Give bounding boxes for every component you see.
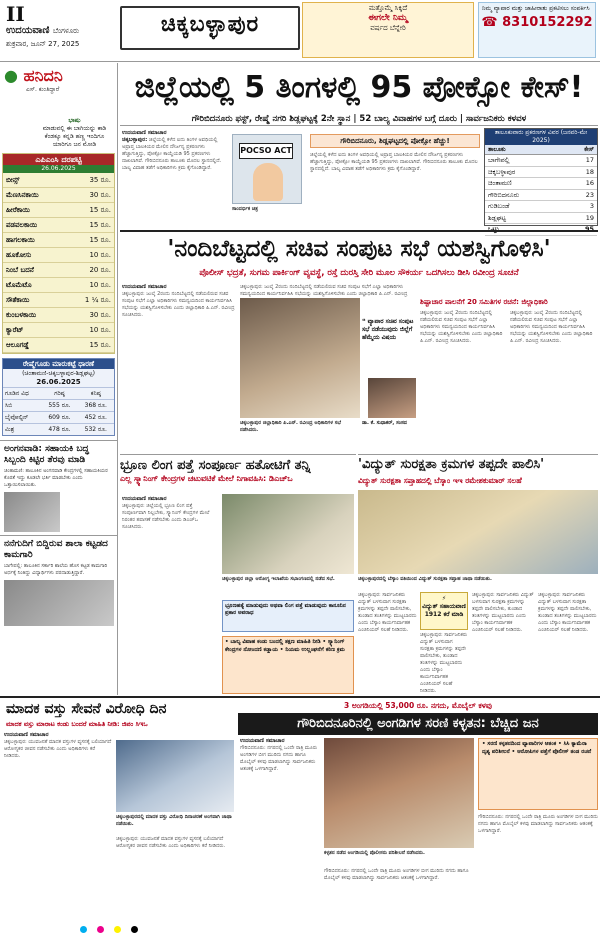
fetal-sex-points-box: • ಬಾಲ್ಯ ವಿವಾಹ ಕಂಡು ಬಂದಲ್ಲಿ ತಕ್ಷಣ ಮಾಹಿತಿ ನೀಡಿ • ಸ್ಕ್ಯಾನಿಂಗ್ ಕೇಂದ್ರಗಳ ನೋಂದಣಿ ಕಡ್ಡಾಯ • ನಿಯಮ ಉಲ್ಲಂಘನೆಗೆ ಕಠಿಣ ಕ್ರಮ <box>222 636 354 694</box>
paper-city: ಬೆಂಗಳೂರು <box>52 27 80 35</box>
silk-cell: 532 ರೂ. <box>84 426 107 433</box>
silk-cocoon-rate-table <box>2 358 115 436</box>
edition-title-box <box>120 6 300 50</box>
silk-header-cell: ಗರಿಷ್ಠ <box>54 390 65 397</box>
bottom-divider <box>0 696 600 698</box>
ad-phone-text: 8310152292 <box>502 15 593 30</box>
pocso-badge: POCSO ACT <box>239 143 293 159</box>
rate-item: ಆಲೂಗಡ್ಡೆ <box>6 341 29 349</box>
rate-row <box>3 188 114 203</box>
taluk-name: ಚಿಂತಾಮಣಿ <box>488 179 512 187</box>
electricity-photo-caption: ಚಿಕ್ಕಬಳ್ಳಾಪುರದಲ್ಲಿ ಬೆಸ್ಕಾಂ ವತಿಯಿಂದ ವಿದ್ಯುತ್ ಸುರಕ್ಷತಾ ಸಪ್ತಾಹ ಜಾಥಾ ನಡೆಯಿತು. <box>358 576 492 582</box>
pocso-table-rows <box>485 155 597 236</box>
fetal-sex-body-column <box>122 496 218 692</box>
paper-name <box>6 24 118 38</box>
rate-row <box>3 323 114 338</box>
rate-item: ಕ್ಯಾರೆಟ್ <box>6 326 24 334</box>
taluk-name: ಗುಡಿಬಂಡೆ <box>488 202 510 210</box>
pocso-header-cell: ತಾಲೂಕು <box>488 146 506 153</box>
cabinet-byline: ಉದಯವಾಣಿ ಸಮಾಚಾರ <box>122 284 167 290</box>
fetal-sex-byline: ಉದಯವಾಣಿ ಸಮಾಚಾರ <box>122 496 167 502</box>
case-count: 17 <box>585 156 594 164</box>
rate-table-title: ಎಪಿಎಂಸಿ ದರಪಟ್ಟಿ <box>3 154 114 165</box>
paper-name-text: ಉದಯವಾಣಿ <box>6 25 50 36</box>
page-number: II <box>6 2 25 26</box>
fetal-sex-info-box: ಭ್ರೂಣಹತ್ಯೆ ಮಾಡುವುದು ಅಥವಾ ಲಿಂಗ ಪತ್ತೆ ಮಾಡುವುದು ಕಾನೂನಿನ ಪ್ರಕಾರ ಅಪರಾಧ <box>222 600 354 632</box>
electricity-subhead: ವಿದ್ಯುತ್ ಸುರಕ್ಷತಾ ಸಪ್ತಾಹದಲ್ಲಿ ಬೆಸ್ಕಾಂ ಇಇ ರಮೇಶಕುಮಾರ್ ಸಲಹೆ <box>358 476 522 485</box>
cabinet-body-column-top <box>240 284 416 296</box>
ad-line-2: ಈಗಲೇ ನಿಮ್ಮ <box>368 13 408 23</box>
electricity-body-text: ಚಿಕ್ಕಬಳ್ಳಾಪುರ: ಸಾರ್ವಜನಿಕರು ವಿದ್ಯುತ್ ಬಳಸುವಾಗ ಸುರಕ್ಷತಾ ಕ್ರಮಗಳನ್ನು ತಪ್ಪದೇ ಪಾಲಿಸಬೇಕು, ತುಂಡಾದ ತಂತಿಗಳನ್ನು ಮುಟ್ಟಬಾರದು ಎಂದು ಬೆಸ್ಕಾಂ ಕಾರ್ಯನಿರ್ವಾಹಕ ಎಂಜಿನಿಯರ್ ಸಲಹೆ ನೀಡಿದರು. <box>538 592 597 633</box>
rate-rows <box>3 173 114 353</box>
masthead-left <box>6 4 118 60</box>
left-story-school <box>0 535 117 629</box>
lead-body-column-1 <box>122 130 228 226</box>
silk-header-cell: ಗೂಡಿನ ವಿಧ <box>5 390 29 397</box>
helpline-badge <box>420 592 468 630</box>
pocso-highlight-tag: ಗೌರಿಬಿದನೂರು, ಶಿಡ್ಲಘಟ್ಟದಲ್ಲಿ ಪೋಕ್ಸೋ ಹೆಚ್ಚು! <box>310 134 480 148</box>
rate-row <box>3 293 114 308</box>
silk-table-date: 26.06.2025 <box>36 378 81 386</box>
left-story-photo <box>4 580 114 626</box>
rate-item: ಕುಂಬಳಕಾಯಿ <box>6 311 37 319</box>
cabinet-side-column-1 <box>420 310 506 450</box>
theft-body-text: ಗೌರಿಬಿದನೂರು: ನಗರದಲ್ಲಿ ಒಂದೇ ರಾತ್ರಿ ಮೂರು ಅಂಗಡಿಗಳ ಬೀಗ ಮುರಿದು ನಗದು ಹಾಗೂ ಮೊಬೈಲ್ ಕಳವು ಮಾಡಲಾಗಿದ್ದು ಸಾರ್ವಜನಿಕರು ಆತಂಕಕ್ಕೆ ಒಳಗಾಗಿದ್ದಾರೆ. <box>240 745 318 772</box>
rate-price: 10 ರೂ. <box>89 251 111 259</box>
electricity-body-column-1 <box>358 592 418 692</box>
theft-byline: ಉದಯವಾಣಿ ಸಮಾಚಾರ <box>240 738 285 744</box>
anti-drug-photo-caption: ಚಿಕ್ಕಬಳ್ಳಾಪುರದಲ್ಲಿ ಮಾದಕ ವಸ್ತು ವಿರೋಧಿ ದಿನಾಚರಣೆ ಅಂಗವಾಗಿ ಜಾಥಾ ನಡೆಯಿತು. <box>116 814 232 827</box>
theft-body-column-3 <box>478 814 598 914</box>
silk-table-header <box>3 387 114 399</box>
phone-icon: ☎ <box>481 15 503 30</box>
cabinet-body-column-1 <box>122 284 236 450</box>
rate-item: ಮೆಣಸಿನಕಾಯಿ <box>6 191 39 199</box>
cabinet-headline: 'ನಂದಿಬೆಟ್ಟದಲ್ಲಿ ಸಚಿವ ಸಂಪುಟ ಸಭೆ ಯಶಸ್ವಿಗೊಳಿಸಿ' <box>120 230 598 264</box>
rate-row <box>3 218 114 233</box>
anti-drug-body-text: ಚಿಕ್ಕಬಳ್ಳಾಪುರ: ಯುವಜನತೆ ಮಾದಕ ವಸ್ತುಗಳ ವ್ಯಸನಕ್ಕೆ ಬಲಿಯಾಗದೆ ಆರೋಗ್ಯಕರ ಜೀವನ ನಡೆಸಬೇಕು ಎಂದು ಅಧಿಕಾರಿಗಳು ಕರೆ ನೀಡಿದರು. <box>116 836 226 849</box>
pocso-taluk-table <box>484 128 598 233</box>
rate-row <box>3 248 114 263</box>
fetal-sex-headline-text: ಭ್ರೂಣ ಲಿಂಗ ಪತ್ತೆ ಸಂಪೂರ್ಣ ಹತೋಟಿಗೆ ತನ್ನಿ <box>120 458 311 473</box>
masthead <box>0 0 600 62</box>
lead-dateline: ಚಿಕ್ಕಬಳ್ಳಾಪುರ: <box>122 137 148 143</box>
electricity-rally-photo <box>358 490 598 574</box>
taluk-name: ಶಿಡ್ಲಘಟ್ಟ <box>488 213 507 222</box>
health-meeting-photo <box>222 494 354 574</box>
cabinet-pull-quote <box>362 318 418 378</box>
cabinet-subhead: ಪೊಲೀಸ್ ಭದ್ರತೆ, ಸುಗಮ ಪಾರ್ಕಿಂಗ್ ವ್ಯವಸ್ಥೆ, ರಸ್ತೆ ದುರಸ್ತಿ ಸೇರಿ ಮೂಲ ಸೌಕರ್ಯ ಒದಗಿಸಲು ಡೀಸಿ ರವೀಂದ್ರ ಸೂಚನೆ <box>199 268 519 278</box>
rate-price: 30 ರೂ. <box>89 311 111 319</box>
registration-dot-icon <box>97 926 104 933</box>
case-count: 16 <box>585 179 594 187</box>
poem-box <box>36 117 113 149</box>
rate-item: ಹೀರೆಕಾಯಿ <box>6 206 30 214</box>
cabinet-body-text: ಚಿಕ್ಕಬಳ್ಳಾಪುರ: ಜುಲೈ 2ರಂದು ನಂದಿಬೆಟ್ಟದಲ್ಲಿ ನಡೆಯಲಿರುವ ಸಚಿವ ಸಂಪುಟ ಸಭೆಗೆ ಎಲ್ಲಾ ಅಧಿಕಾರಿಗಳು ಸಮನ್ವಯದಿಂದ ಕಾರ್ಯನಿರ್ವಹಿಸಿ ಸಭೆಯನ್ನು ಯಶಸ್ವಿಗೊಳಿಸಬೇಕು ಎಂದು ಜಿಲ್ಲಾಧಿಕಾರಿ ಪಿ.ಎನ್. ರವೀಂದ್ರ ಸೂಚಿಸಿದರು. <box>420 310 503 344</box>
silk-rows <box>3 399 114 435</box>
rate-price: 15 ರೂ. <box>89 341 111 349</box>
left-story-body: ಬಾಗೇಪಲ್ಲಿ: ತಾಲೂಕಿನ ಸರ್ಕಾರಿ ಶಾಲೆಯ ಹೊಸ ಕಟ್ಟಡ ಕಾಮಗಾರಿ ಅರ್ಧಕ್ಕೆ ನಿಂತಿದ್ದು ವಿದ್ಯಾರ್ಥಿಗಳು ಪರದಾಡುತ್ತಿದ್ದಾರೆ. <box>4 563 108 576</box>
theft-points-box: • ಸರಣಿ ಕಳ್ಳತನದಿಂದ ವ್ಯಾಪಾರಿಗಳ ಆತಂಕ • ಸಿಸಿ ಕ್ಯಾಮೆರಾ ದೃಶ್ಯ ಪರಿಶೀಲನೆ • ಆರೋಪಿಗಳ ಪತ್ತೆಗೆ ಪೊಲೀಸ್ ತಂಡ ರಚನೆ <box>478 738 598 810</box>
rate-price: 35 ರೂ. <box>89 176 111 184</box>
rate-item: ಟೊಮೆಟೊ <box>6 281 32 289</box>
taluk-name: ಒಟ್ಟು <box>488 225 500 233</box>
electricity-body-text: ಚಿಕ್ಕಬಳ್ಳಾಪುರ: ಸಾರ್ವಜನಿಕರು ವಿದ್ಯುತ್ ಬಳಸುವಾಗ ಸುರಕ್ಷತಾ ಕ್ರಮಗಳನ್ನು ತಪ್ಪದೇ ಪಾಲಿಸಬೇಕು, ತುಂಡಾದ ತಂತಿಗಳನ್ನು ಮುಟ್ಟಬಾರದು ಎಂದು ಬೆಸ್ಕಾಂ ಕಾರ್ಯನಿರ್ವಾಹಕ ಎಂಜಿನಿಯರ್ ಸಲಹೆ ನೀಡಿದರು. <box>472 592 534 633</box>
rate-price: 10 ರೂ. <box>89 326 111 334</box>
rate-item: ಹಾಗಲಕಾಯಿ <box>6 236 35 244</box>
ad-line-3: ವರ್ಷದ ಬೆನ್ನೇರಿ <box>370 24 406 32</box>
pocso-table-header <box>485 145 597 155</box>
anti-drug-body-column <box>4 732 112 914</box>
silk-cell: ಮಿಶ್ರ <box>5 426 15 433</box>
case-count: 95 <box>584 225 594 233</box>
lightning-icon: ⚡ <box>441 595 447 602</box>
cabinet-side-headline: ಶಿಷ್ಟಾಚಾರ ಪಾಲನೆಗೆ 20 ಸಮಿತಿಗಳ ರಚನೆ: ಜಿಲ್ಲಾಧಿಕಾರಿ <box>420 298 548 306</box>
rate-price: 15 ರೂ. <box>89 206 111 214</box>
cabinet-meeting-photo <box>240 298 360 418</box>
theft-body-column-1 <box>240 738 320 914</box>
cabinet-body-text: ಚಿಕ್ಕಬಳ್ಳಾಪುರ: ಜುಲೈ 2ರಂದು ನಂದಿಬೆಟ್ಟದಲ್ಲಿ ನಡೆಯಲಿರುವ ಸಚಿವ ಸಂಪುಟ ಸಭೆಗೆ ಎಲ್ಲಾ ಅಧಿಕಾರಿಗಳು ಸಮನ್ವಯದಿಂದ ಕಾರ್ಯನಿರ್ವಹಿಸಿ ಸಭೆಯನ್ನು ಯಶಸ್ವಿಗೊಳಿಸಬೇಕು ಎಂದು ಜಿಲ್ಲಾಧಿಕಾರಿ ಪಿ.ಎನ್. ರವೀಂದ್ರ ಸೂಚಿಸಿದರು. <box>122 291 235 318</box>
anti-drug-headline: ಮಾದಕ ವಸ್ತು ಸೇವನೆ ವಿರೋಧಿ ದಿನ <box>6 701 167 717</box>
anti-drug-byline: ಉದಯವಾಣಿ ಸಮಾಚಾರ <box>4 732 49 738</box>
pocso-table-row <box>485 167 597 179</box>
rate-item: ಹೂಕೋಸು <box>6 251 32 259</box>
pocso-table-row <box>485 155 597 167</box>
rate-item: ನಿಂಬೆ ಬದನೆ <box>6 266 34 274</box>
pocso-table-row <box>485 213 597 225</box>
rate-row <box>3 278 114 293</box>
anti-drug-subhead: ಮಾದಕ ವಸ್ತು ಮಾರಾಟ ಕಂಡು ಬಂದರೆ ಮಾಹಿತಿ ನೀಡಿ: ಜಿಪಂ ಸಿಇಒ <box>6 720 148 728</box>
rate-price: 10 ರೂ. <box>89 281 111 289</box>
silk-row <box>3 399 114 411</box>
rate-item: ಬೀನ್ಸ್ <box>6 176 20 184</box>
pocso-table-title: ತಾಲೂಕುವಾರು ಪ್ರಕರಣಗಳ ವಿವರ (ಜನವರಿ-ಮೇ 2025) <box>485 129 597 145</box>
quote-icon: ❝ <box>362 318 368 325</box>
child-figure-icon <box>253 163 283 201</box>
lead-byline: ಉದಯವಾಣಿ ಸಮಾಚಾರ <box>122 130 167 136</box>
left-story-anganwadi <box>0 440 117 535</box>
silk-table-title: ರೇಷ್ಮೆಗೂಡು ಮಾರುಕಟ್ಟೆ ಧಾರಣೆ <box>3 359 114 369</box>
anti-drug-body-text: ಚಿಕ್ಕಬಳ್ಳಾಪುರ: ಯುವಜನತೆ ಮಾದಕ ವಸ್ತುಗಳ ವ್ಯಸನಕ್ಕೆ ಬಲಿಯಾಗದೆ ಆರೋಗ್ಯಕರ ಜೀವನ ನಡೆಸಬೇಕು ಎಂದು ಅಧಿಕಾರಿಗಳು ಕರೆ ನೀಡಿದರು. <box>4 739 112 759</box>
electricity-body-column-4 <box>538 592 598 692</box>
rate-row <box>3 233 114 248</box>
electricity-body-column-2 <box>420 632 468 692</box>
silk-cell: 555 ರೂ. <box>48 402 71 409</box>
theft-photo-caption: ಕಳ್ಳತನ ನಡೆದ ಅಂಗಡಿಯಲ್ಲಿ ಪೊಲೀಸರು ಪರಿಶೀಲನೆ ನಡೆಸಿದರು. <box>324 850 425 856</box>
pocso-illustration <box>232 134 302 204</box>
rate-item: ಸೌತೆಕಾಯಿ <box>6 296 30 304</box>
theft-shop-photo <box>324 738 474 848</box>
hanidani-author: ಎಸ್. ಕುಂತಿದ್ದಾರೆ <box>26 86 60 93</box>
silk-cell: 609 ರೂ. <box>48 414 71 421</box>
pocso-table-row <box>485 190 597 202</box>
theft-kicker: 3 ಅಂಗಡಿಯಲ್ಲಿ 53,000 ರೂ. ನಗದು, ಮೊಬೈಲ್ ಕಳವು <box>344 701 492 710</box>
edition-name: ಚಿಕ್ಕಬಳ್ಳಾಪುರ <box>160 12 260 37</box>
rate-table-date: 26.06.2025 <box>3 165 114 173</box>
rate-row <box>3 338 114 353</box>
lead-subhead: ಗೌರಿಬಿದನೂರು ಫಸ್ಟ್, ರೇಷ್ಮೆ ನಗರಿ ಶಿಡ್ಲಘಟ್ಟಕ್ಕೆ 2ನೇ ಸ್ಥಾನ | 52 ಬಾಲ್ಯ ವಿವಾಹಗಳ ಬಗ್ಗೆ ದೂರು | ಸಾರ್ವಜನಿಕರು ಕಳವಳ <box>120 112 598 126</box>
poem-text: ಮಾಡುವಲ್ಲಿ ಈ ಬಾಗಿಯನ್ನು ಕಾಡಿ ಕೆಂಡಕ್ಕೂ ಕನ್ನಡಿ ಹಣ್ಣ ಇಂದಿಗೂ ಯಾರಿಗೂ ಜನ ಮೋಡಿ <box>42 125 107 148</box>
silk-cell: 368 ರೂ. <box>84 402 107 409</box>
lead-body-column-2 <box>310 152 480 226</box>
rate-row <box>3 308 114 323</box>
left-story-body: ಚಿಂತಾಮಣಿ: ತಾಲೂಕಿನ ಅಂಗನವಾಡಿ ಕೇಂದ್ರಗಳಲ್ಲಿ ಸಹಾಯಕಿಯರ ಕೊರತೆ ಇದ್ದು ಕೂಡಲೇ ಭರ್ತಿ ಮಾಡಬೇಕು ಎಂದು ಒತ್ತಾಯಿಸಲಾಯಿತು. <box>4 468 108 488</box>
rate-item: ಪಡವಲಕಾಯಿ <box>6 221 38 229</box>
mp-name: ಡಾ. ಕೆ. ಸುಧಾಕರ್, ಸಂಸದ <box>362 420 407 426</box>
registration-dot-icon <box>80 926 87 933</box>
lead-headline: ಜಿಲ್ಲೆಯಲ್ಲಿ 5 ತಿಂಗಳಲ್ಲಿ 95 ಪೋಕ್ಸೋ ಕೇಸ್! <box>134 70 584 105</box>
theft-body-column-2 <box>324 868 474 914</box>
case-count: 23 <box>585 190 594 199</box>
taluk-name: ಚಿಕ್ಕಬಳ್ಳಾಪುರ <box>488 167 516 176</box>
rate-row <box>3 263 114 278</box>
electricity-body-column-3 <box>472 592 534 692</box>
left-story-photo <box>4 492 60 532</box>
taluk-name: ಬಾಗೇಪಲ್ಲಿ <box>488 156 510 164</box>
rate-price: 30 ರೂ. <box>89 191 111 199</box>
left-story-headline: ಅಂಗನವಾಡಿ: ಸಹಾಯಕಿ ಬದ್ಧ ಸಿಬ್ಬಂದಿ ಕಿಟ್ಟಿರ ತೆರವು ಮಾಡಿ <box>4 444 89 465</box>
case-count: 3 <box>589 202 594 210</box>
fetal-sex-body-text: ಚಿಕ್ಕಬಳ್ಳಾಪುರ: ಜಿಲ್ಲೆಯಲ್ಲಿ ಭ್ರೂಣ ಲಿಂಗ ಪತ್ತೆ ಸಂಪೂರ್ಣವಾಗಿ ನಿಲ್ಲಬೇಕು, ಸ್ಕ್ಯಾನಿಂಗ್ ಕೇಂದ್ರಗಳ ಮೇಲೆ ನಿರಂತರ ತಪಾಸಣೆ ನಡೆಸಬೇಕು ಎಂದು ಡಿಎಚ್ಒ ಸೂಚಿಸಿದರು. <box>122 503 210 530</box>
hanidani-logo <box>4 66 113 86</box>
masthead-advertisement <box>302 2 474 58</box>
theft-body-text: ಗೌರಿಬಿದನೂರು: ನಗರದಲ್ಲಿ ಒಂದೇ ರಾತ್ರಿ ಮೂರು ಅಂಗಡಿಗಳ ಬೀಗ ಮುರಿದು ನಗದು ಹಾಗೂ ಮೊಬೈಲ್ ಕಳವು ಮಾಡಲಾಗಿದ್ದು ಸಾರ್ವಜನಿಕರು ಆತಂಕಕ್ಕೆ ಒಳಗಾಗಿದ್ದಾರೆ. <box>324 868 469 881</box>
poem-title: ಭಾಷು <box>68 117 81 124</box>
electricity-body-text: ಚಿಕ್ಕಬಳ್ಳಾಪುರ: ಸಾರ್ವಜನಿಕರು ವಿದ್ಯುತ್ ಬಳಸುವಾಗ ಸುರಕ್ಷತಾ ಕ್ರಮಗಳನ್ನು ತಪ್ಪದೇ ಪಾಲಿಸಬೇಕು, ತುಂಡಾದ ತಂತಿಗಳನ್ನು ಮುಟ್ಟಬಾರದು ಎಂದು ಬೆಸ್ಕಾಂ ಕಾರ್ಯನಿರ್ವಾಹಕ ಎಂಜಿನಿಯರ್ ಸಲಹೆ ನೀಡಿದರು. <box>358 592 417 633</box>
cabinet-photo-caption: ಚಿಕ್ಕಬಳ್ಳಾಪುರ ಜಿಲ್ಲಾಧಿಕಾರಿ ಪಿ.ಎನ್. ರವೀಂದ್ರ ಅಧಿಕಾರಿಗಳ ಸಭೆ ನಡೆಸಿದರು. <box>240 420 341 433</box>
pull-quote-text: ವ್ಯಾಪಾರ ಸಚಿವ ಸಂಪುಟ ಸಭೆ ನಡೆಯುವುದು ಜಿಲ್ಲೆಗೆ ಹೆಮ್ಮೆಯ ವಿಷಯ <box>362 318 414 341</box>
issue-date: ಶುಕ್ರವಾರ, ಜೂನ್ 27, 2025 <box>6 40 80 48</box>
rate-price: 15 ರೂ. <box>89 236 111 244</box>
silk-cell: 478 ರೂ. <box>48 426 71 433</box>
rate-price: 1 ¼ ರೂ. <box>84 296 111 304</box>
pocso-header-cell: ಕೇಸ್ <box>584 146 594 153</box>
silk-cell: ಸಿಬಿ <box>5 402 13 409</box>
rate-row <box>3 173 114 188</box>
apmc-rate-table <box>2 153 115 354</box>
silk-row <box>3 423 114 435</box>
hanidani-section <box>0 63 117 115</box>
fetal-sex-subhead: ಎಲ್ಲ ಸ್ಕ್ಯಾನಿಂಗ್ ಕೇಂದ್ರಗಳ ಚಟುವಟಿಕೆ ಮೇಲೆ ನಿಗಾವಹಿಸಿ: ಡಿಎಚ್ಒ <box>120 474 293 483</box>
case-count: 19 <box>585 213 594 222</box>
cabinet-side-column-2 <box>510 310 598 450</box>
drop-icon: ● <box>4 66 18 85</box>
cabinet-body-text: ಚಿಕ್ಕಬಳ್ಳಾಪುರ: ಜುಲೈ 2ರಂದು ನಂದಿಬೆಟ್ಟದಲ್ಲಿ ನಡೆಯಲಿರುವ ಸಚಿವ ಸಂಪುಟ ಸಭೆಗೆ ಎಲ್ಲಾ ಅಧಿಕಾರಿಗಳು ಸಮನ್ವಯದಿಂದ ಕಾರ್ಯನಿರ್ವಹಿಸಿ ಸಭೆಯನ್ನು ಯಶಸ್ವಿಗೊಳಿಸಬೇಕು ಎಂದು ಜಿಲ್ಲಾಧಿಕಾರಿ ಪಿ.ಎನ್. ರವೀಂದ್ರ <box>240 284 408 297</box>
pocso-table-row <box>485 201 597 213</box>
registration-dot-icon <box>131 926 138 933</box>
ad-line-1: ಮತ್ತೊಮ್ಮೆ ಸಿಕ್ಕಿದೆ <box>368 4 408 12</box>
helpline-badge-text: ವಿದ್ಯುತ್ ಸಹಾಯವಾಣಿ 1912 ಕರೆ ಮಾಡಿ <box>422 603 466 618</box>
electricity-headline: 'ವಿದ್ಯುತ್ ಸುರಕ್ಷತಾ ಕ್ರಮಗಳ ತಪ್ಪದೇ ಪಾಲಿಸಿ' <box>358 454 598 474</box>
anti-drug-rally-photo <box>116 740 234 812</box>
taluk-name: ಗೌರಿಬಿದನೂರು <box>488 190 520 199</box>
case-count: 18 <box>585 167 594 176</box>
theft-body-text: ಗೌರಿಬಿದನೂರು: ನಗರದಲ್ಲಿ ಒಂದೇ ರಾತ್ರಿ ಮೂರು ಅಂಗಡಿಗಳ ಬೀಗ ಮುರಿದು ನಗದು ಹಾಗೂ ಮೊಬೈಲ್ ಕಳವು ಮಾಡಲಾಗಿದ್ದು ಸಾರ್ವಜನಿಕರು ಆತಂಕಕ್ಕೆ ಒಳಗಾಗಿದ್ದಾರೆ. <box>478 814 598 834</box>
rate-price: 15 ರೂ. <box>89 221 111 229</box>
pocso-table-row <box>485 178 597 190</box>
anti-drug-body-column-2 <box>116 836 234 914</box>
mp-portrait-photo <box>368 378 416 418</box>
electricity-body-text: ಚಿಕ್ಕಬಳ್ಳಾಪುರ: ಸಾರ್ವಜನಿಕರು ವಿದ್ಯುತ್ ಬಳಸುವಾಗ ಸುರಕ್ಷತಾ ಕ್ರಮಗಳನ್ನು ತಪ್ಪದೇ ಪಾಲಿಸಬೇಕು, ತುಂಡಾದ ತಂತಿಗಳನ್ನು ಮುಟ್ಟಬಾರದು ಎಂದು ಬೆಸ್ಕಾಂ ಕಾರ್ಯನಿರ್ವಾಹಕ ಎಂಜಿನಿಯರ್ ಸಲಹೆ ನೀಡಿದರು. <box>420 632 468 694</box>
cabinet-body-text: ಚಿಕ್ಕಬಳ್ಳಾಪುರ: ಜುಲೈ 2ರಂದು ನಂದಿಬೆಟ್ಟದಲ್ಲಿ ನಡೆಯಲಿರುವ ಸಚಿವ ಸಂಪುಟ ಸಭೆಗೆ ಎಲ್ಲಾ ಅಧಿಕಾರಿಗಳು ಸಮನ್ವಯದಿಂದ ಕಾರ್ಯನಿರ್ವಹಿಸಿ ಸಭೆಯನ್ನು ಯಶಸ್ವಿಗೊಳಿಸಬೇಕು ಎಂದು ಜಿಲ್ಲಾಧಿಕಾರಿ ಪಿ.ಎನ್. ರವೀಂದ್ರ ಸೂಚಿಸಿದರು. <box>510 310 593 344</box>
silk-row <box>3 411 114 423</box>
silk-table-subtitle: (ಚಿಂತಾಮಣಿ-ಚಿಕ್ಕಬಳ್ಳಾಪುರ-ಶಿಡ್ಲಘಟ್ಟ) <box>22 370 95 377</box>
lead-body-text: ಜಿಲ್ಲೆಯಲ್ಲಿ ಕಳೆದ ಐದು ತಿಂಗಳ ಅವಧಿಯಲ್ಲಿ ಅಪ್ರಾಪ್ತ ಬಾಲಕಿಯರ ಮೇಲಿನ ದೌರ್ಜನ್ಯ ಪ್ರಕರಣಗಳು ಹೆಚ್ಚಾಗುತ್ತಿದ್ದು, ಪೋಕ್ಸೋ ಕಾಯ್ದೆಯಡಿ 95 ಪ್ರಕರಣಗಳು ದಾಖಲಾಗಿವೆ. ಗೌರಿಬಿದನೂರು ತಾಲೂಕು ಮೊದಲ ಸ್ಥಾನದಲ್ಲಿದೆ. ಬಾಲ್ಯ ವಿವಾಹ ತಡೆಗೆ ಅಧಿಕಾರಿಗಳು ಕ್ರಮ ಕೈಗೊಂಡಿದ್ದಾರೆ. <box>310 152 478 172</box>
classified-advertisement <box>478 2 596 58</box>
ad-right-text: ನಿಮ್ಮ ವ್ಯಾಪಾರ ಮತ್ತು ಜಾಹೀರಾತು ಪ್ರಕಟಿಸಲು ಸಂಪರ್ಕಿಸಿ <box>482 5 590 12</box>
pocso-caption: ಸಾಂದರ್ಭಿಕ ಚಿತ್ರ <box>232 206 259 212</box>
health-meeting-caption: ಚಿಕ್ಕಬಳ್ಳಾಪುರ ಜಿಲ್ಲಾ ಆರೋಗ್ಯ ಇಲಾಖೆಯ ಸಭಾಂಗಣದಲ್ಲಿ ನಡೆದ ಸಭೆ. <box>222 576 335 582</box>
hanidani-logo-text: ಹನಿದನಿ <box>23 66 63 85</box>
silk-cell: 452 ರೂ. <box>84 414 107 421</box>
rate-price: 20 ರೂ. <box>89 266 111 274</box>
left-story-headline: ನನೆಗುದಿಗೆ ಬಿದ್ದಿರುವ ಶಾಲಾ ಕಟ್ಟಡದ ಕಾಮಗಾರಿ <box>4 539 108 560</box>
theft-headline: ಗೌರಿಬಿದನೂರಿನಲ್ಲಿ ಅಂಗಡಿಗಳ ಸರಣಿ ಕಳ್ಳತನ: ಬೆಚ್ಚಿದ ಜನ <box>238 713 598 735</box>
silk-cell: ಬೈವೋಲ್ಟಿನ್ <box>5 414 29 421</box>
rate-row <box>3 203 114 218</box>
registration-dot-icon <box>114 926 121 933</box>
ad-phone-number <box>479 15 595 31</box>
left-column <box>0 63 118 695</box>
fetal-sex-headline <box>120 454 356 492</box>
silk-header-cell: ಕನಿಷ್ಠ <box>90 390 101 397</box>
lead-body-text: ಜಿಲ್ಲೆಯಲ್ಲಿ ಕಳೆದ ಐದು ತಿಂಗಳ ಅವಧಿಯಲ್ಲಿ ಅಪ್ರಾಪ್ತ ಬಾಲಕಿಯರ ಮೇಲಿನ ದೌರ್ಜನ್ಯ ಪ್ರಕರಣಗಳು ಹೆಚ್ಚಾಗುತ್ತಿದ್ದು, ಪೋಕ್ಸೋ ಕಾಯ್ದೆಯಡಿ 95 ಪ್ರಕರಣಗಳು ದಾಖಲಾಗಿವೆ. ಗೌರಿಬಿದನೂರು ತಾಲೂಕು ಮೊದಲ ಸ್ಥಾನದಲ್ಲಿದೆ. ಬಾಲ್ಯ ವಿವಾಹ ತಡೆಗೆ ಅಧಿಕಾರಿಗಳು ಕ್ರಮ ಕೈಗೊಂಡಿದ್ದಾರೆ. <box>122 137 222 171</box>
print-registration-marks <box>80 918 540 926</box>
